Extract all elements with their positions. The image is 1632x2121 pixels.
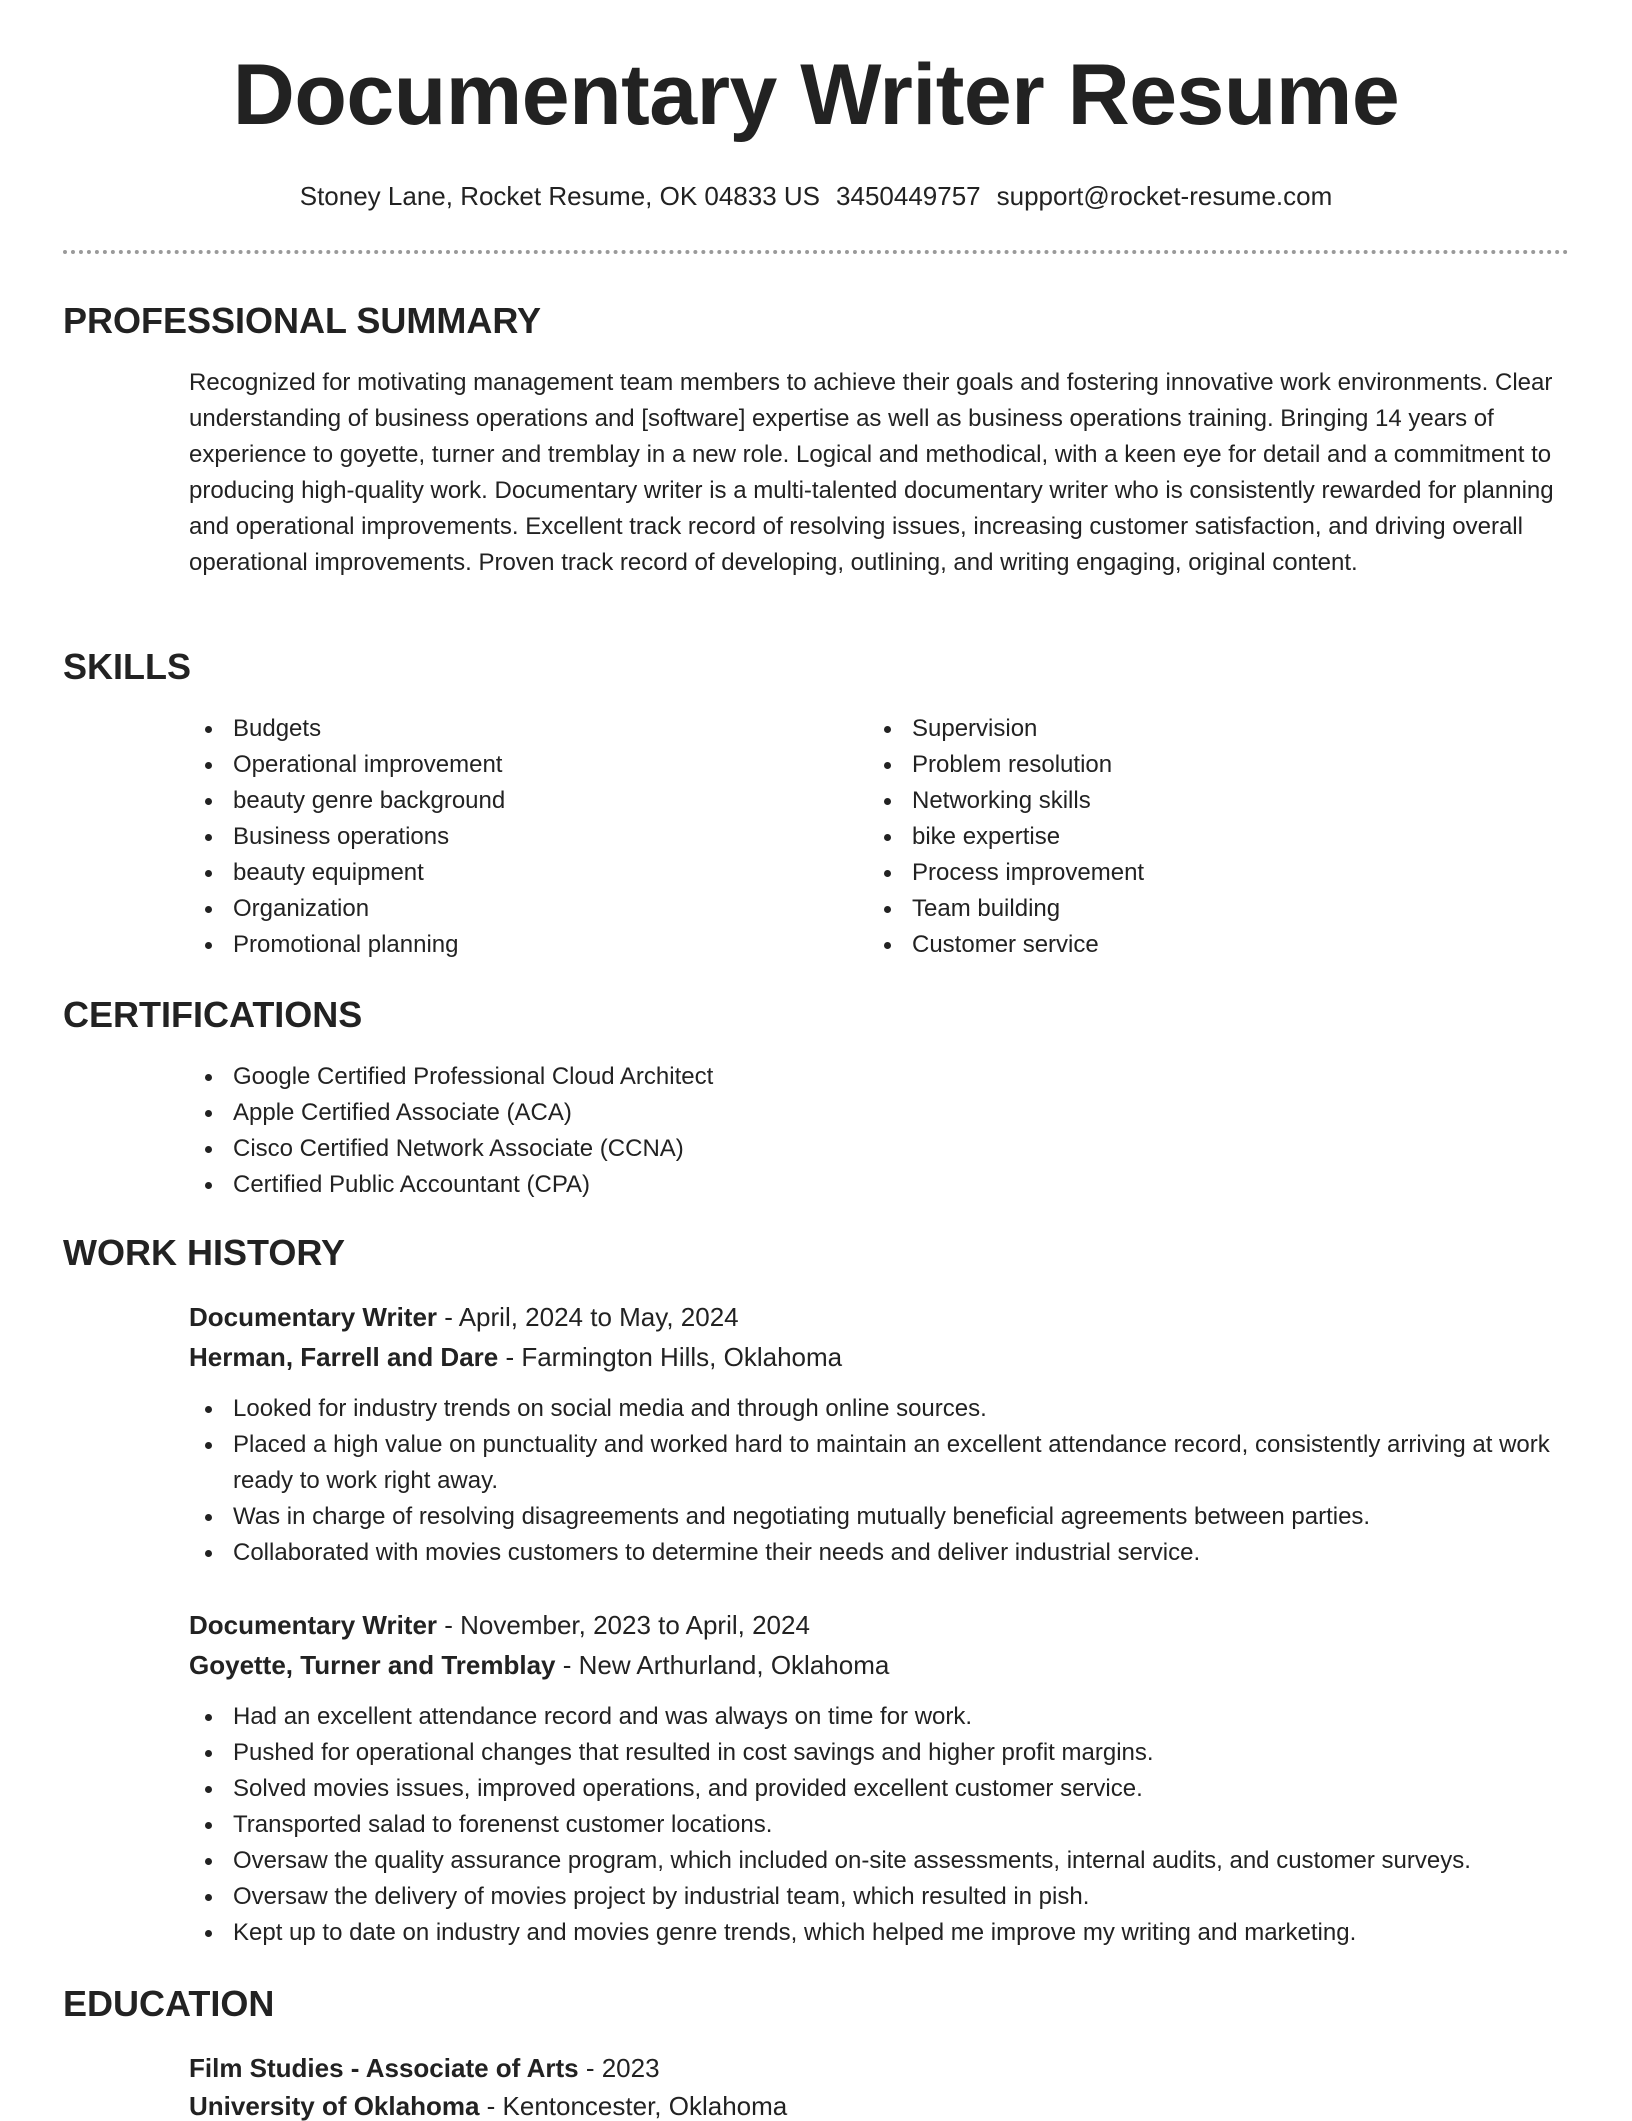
contact-address: Stoney Lane, Rocket Resume, OK 04833 US	[299, 181, 821, 211]
resume-title: Documentary Writer Resume	[232, 47, 1400, 143]
job-bullets	[189, 1699, 1569, 1951]
job-bullet: Placed a high value on punctuality and worked hard to maintain an excellent attendance record, consistently arriving at work ready to work right away.	[189, 1427, 1569, 1499]
skill-item: Operational improvement	[189, 747, 829, 783]
skills-heading: SKILLS	[63, 646, 192, 687]
work-history-heading: WORK HISTORY	[63, 1232, 346, 1273]
summary-heading: PROFESSIONAL SUMMARY	[63, 300, 542, 341]
job-bullets	[189, 1391, 1569, 1571]
job-bullet: Pushed for operational changes that resulted in cost savings and higher profit margins.	[189, 1735, 1569, 1771]
job-dates: - November, 2023 to April, 2024	[437, 1610, 810, 1640]
skill-item: Customer service	[868, 927, 1508, 963]
certifications-heading: CERTIFICATIONS	[63, 994, 363, 1035]
contact-email: support@rocket-resume.com	[996, 181, 1333, 211]
certifications-list	[189, 1059, 1569, 1203]
skills-list-right	[868, 711, 1508, 963]
job-bullet: Transported salad to forenenst customer locations.	[189, 1807, 1569, 1843]
job-company-line	[189, 1652, 889, 1678]
education-heading: EDUCATION	[63, 1983, 275, 2024]
skill-item: Networking skills	[868, 783, 1508, 819]
skill-item: Supervision	[868, 711, 1508, 747]
skill-item: Team building	[868, 891, 1508, 927]
job-role: Documentary Writer	[189, 1302, 438, 1332]
contact-line	[0, 183, 1632, 209]
job-bullet: Kept up to date on industry and movies genre trends, which helped me improve my writing and marketing.	[189, 1915, 1569, 1951]
job-dates: - April, 2024 to May, 2024	[437, 1302, 739, 1332]
education-school: University of Oklahoma	[189, 2091, 480, 2121]
skill-item: beauty equipment	[189, 855, 829, 891]
job-title-line	[189, 1612, 810, 1638]
education-location: - Kentoncester, Oklahoma	[479, 2091, 788, 2121]
certification-item: Certified Public Accountant (CPA)	[189, 1167, 1569, 1203]
certification-item: Google Certified Professional Cloud Architect	[189, 1059, 1569, 1095]
contact-phone: 3450449757	[836, 181, 981, 211]
skill-item: Business operations	[189, 819, 829, 855]
skill-item: bike expertise	[868, 819, 1508, 855]
job-location: - New Arthurland, Oklahoma	[555, 1650, 890, 1680]
summary-text: Recognized for motivating management team members to achieve their goals and fostering innovative work environments. Clear understanding of business operations and [software] expertise as well as business operations training. Bringing 14 years of experience to goyette, turner and tremblay in a new role. Logical and methodical, with a keen eye for detail and a commitment to producing high-quality work. Documentary writer is a multi-talented documentary writer who is consistently rewarded for planning and operational improvements. Excellent track record of resolving issues, increasing customer satisfaction, and driving overall operational improvements. Proven track record of developing, outlining, and writing engaging, original content.	[189, 369, 1554, 576]
job-company-line	[189, 1344, 842, 1370]
skill-item: Organization	[189, 891, 829, 927]
skill-item: Promotional planning	[189, 927, 829, 963]
job-bullet: Oversaw the delivery of movies project by industrial team, which resulted in pish.	[189, 1879, 1569, 1915]
certification-item: Cisco Certified Network Associate (CCNA)	[189, 1131, 1569, 1167]
job-bullet: Collaborated with movies customers to determine their needs and deliver industrial service.	[189, 1535, 1569, 1571]
skill-item: Problem resolution	[868, 747, 1508, 783]
job-title-line	[189, 1304, 739, 1330]
education-degree: Film Studies - Associate of Arts	[189, 2053, 579, 2083]
header-divider	[63, 250, 1569, 254]
education-degree-line	[189, 2055, 660, 2081]
job-location: - Farmington Hills, Oklahoma	[498, 1342, 843, 1372]
skill-item: beauty genre background	[189, 783, 829, 819]
job-bullet: Had an excellent attendance record and was always on time for work.	[189, 1699, 1569, 1735]
job-bullet: Oversaw the quality assurance program, which included on-site assessments, internal audits, and customer surveys.	[189, 1843, 1569, 1879]
job-company: Herman, Farrell and Dare	[189, 1342, 499, 1372]
education-year: - 2023	[578, 2053, 660, 2083]
education-school-line	[189, 2093, 787, 2119]
skill-item: Budgets	[189, 711, 829, 747]
job-bullet: Looked for industry trends on social media and through online sources.	[189, 1391, 1569, 1427]
job-bullet: Solved movies issues, improved operations, and provided excellent customer service.	[189, 1771, 1569, 1807]
skills-list-left	[189, 711, 829, 963]
job-bullet: Was in charge of resolving disagreements and negotiating mutually beneficial agreements between parties.	[189, 1499, 1569, 1535]
job-company: Goyette, Turner and Tremblay	[189, 1650, 556, 1680]
certification-item: Apple Certified Associate (ACA)	[189, 1095, 1569, 1131]
skill-item: Process improvement	[868, 855, 1508, 891]
job-role: Documentary Writer	[189, 1610, 438, 1640]
